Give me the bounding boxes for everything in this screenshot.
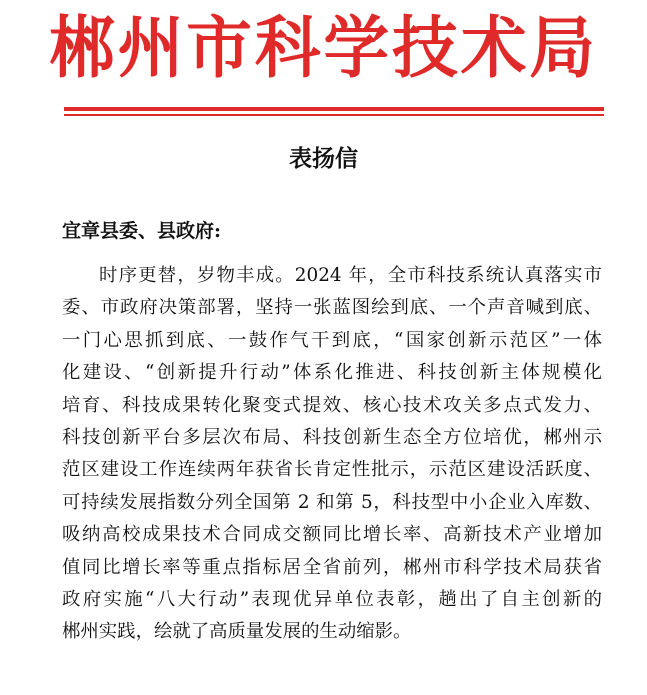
body-line: 范区建设工作连续两年获省长肯定性批示，示范区建设活跃度、 [62,459,602,481]
body-line: 时序更替，岁物丰成。2024 年，全市科技系统认真落实市 [99,265,602,286]
letterhead-rule-thick [64,107,604,111]
body-line: 科技创新平台多层次布局、科技创新生态全方位培优，郴州示 [62,426,602,448]
body-line: 可持续发展指数分列全国第 2 和第 5，科技型中小企业入库数、 [62,491,602,513]
body-line: 值同比增长率等重点指标居全省前列，郴州市科学技术局获省 [62,556,602,578]
letterhead-title: 郴州市科学技术局 [49,8,598,87]
letterhead-rule-thin [64,114,604,116]
salutation: 宜章县委、县政府: [62,220,222,242]
body-line: 委、市政府决策部署，坚持一张蓝图绘到底、一个声音喊到底、 [62,297,602,319]
body-line: 一门心思抓到底、一鼓作气干到底，“国家创新示范区”一体 [62,329,602,351]
body-line: 培育、科技成果转化聚变式提效、核心技术攻关多点式发力、 [62,394,602,416]
body-line: 化建设、“创新提升行动”体系化推进、科技创新主体规模化 [62,362,602,384]
body-line: 吸纳高校成果技术合同成交额同比增长率、高新技术产业增加 [62,524,602,546]
body-line: 政府实施“八大行动”表现优异单位表彰，趟出了自主创新的 [62,588,602,610]
body-line: 郴州实践，绘就了高质量发展的生动缩影。 [62,621,412,643]
letter-body [62,260,602,649]
document-title: 表扬信 [289,145,358,172]
